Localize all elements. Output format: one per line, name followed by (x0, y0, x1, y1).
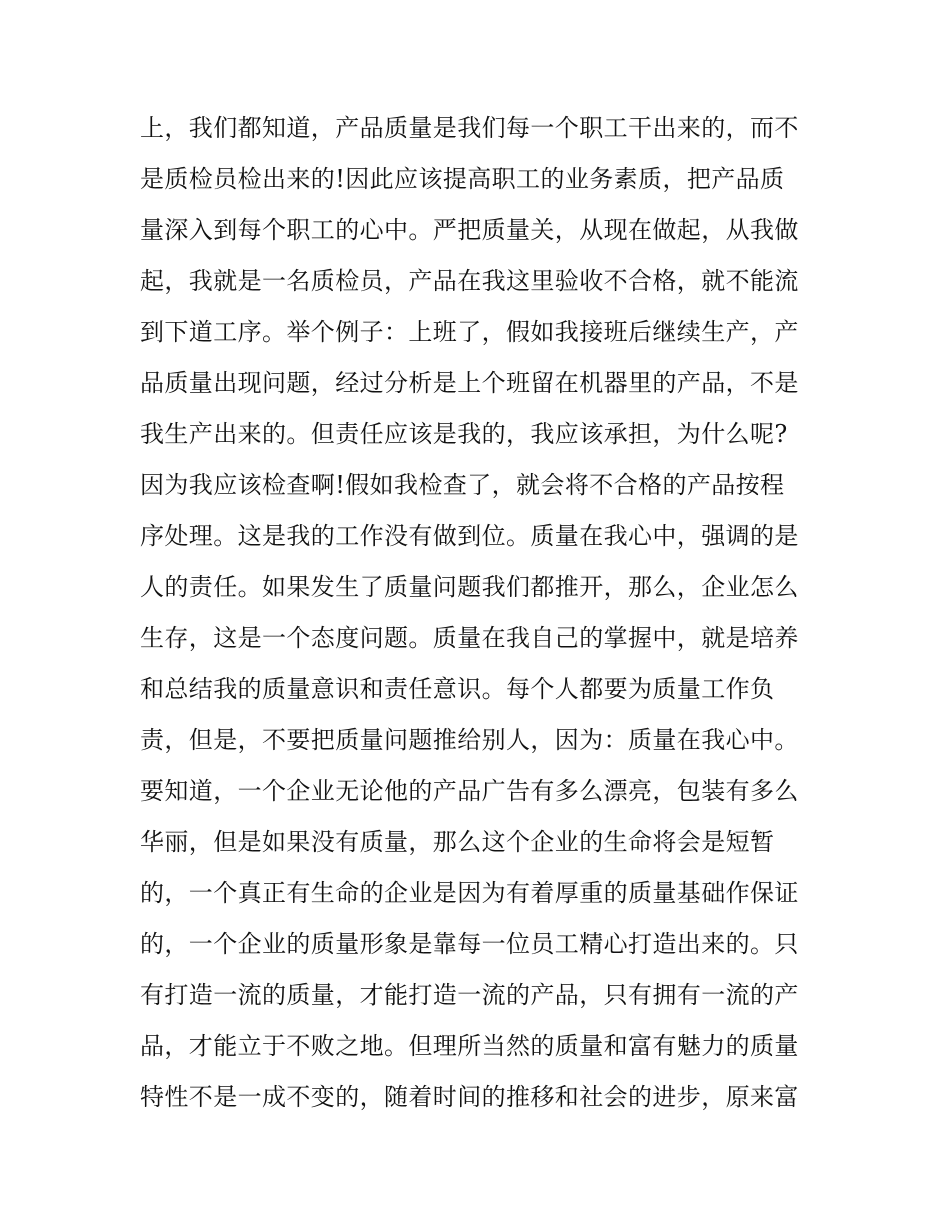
text-line: 华丽，但是如果没有质量，那么这个企业的生命将会是短暂 (140, 828, 775, 856)
text-line: 是质检员检出来的!因此应该提高职工的业务素质，把产品质 (140, 165, 785, 193)
text-line: 有打造一流的质量，才能打造一流的产品，只有拥有一流的产 (140, 981, 799, 1009)
text-line: 序处理。这是我的工作没有做到位。质量在我心中，强调的是 (140, 522, 799, 550)
text-line: 量深入到每个职工的心中。严把质量关，从现在做起，从我做 (140, 216, 799, 244)
text-line: 人的责任。如果发生了质量问题我们都推开，那么，企业怎么 (140, 573, 799, 601)
text-line: 到下道工序。举个例子：上班了，假如我接班后继续生产，产 (140, 318, 799, 346)
text-line: 品，才能立于不败之地。但理所当然的质量和富有魅力的质量 (140, 1032, 799, 1060)
body-text (140, 103, 820, 1123)
text-line: 上，我们都知道，产品质量是我们每一个职工干出来的，而不 (140, 114, 799, 142)
text-line: 特性不是一成不变的，随着时间的推移和社会的进步，原来富 (140, 1083, 799, 1111)
text-line: 和总结我的质量意识和责任意识。每个人都要为质量工作负 (140, 675, 775, 703)
text-line: 因为我应该检查啊!假如我检查了，就会将不合格的产品按程 (140, 471, 785, 499)
text-line: 的，一个真正有生命的企业是因为有着厚重的质量基础作保证 (140, 879, 799, 907)
text-line: 品质量出现问题，经过分析是上个班留在机器里的产品，不是 (140, 369, 799, 397)
text-line: 生存，这是一个态度问题。质量在我自己的掌握中，就是培养 (140, 624, 799, 652)
text-line: 的，一个企业的质量形象是靠每一位员工精心打造出来的。只 (140, 930, 799, 958)
text-line: 要知道，一个企业无论他的产品广告有多么漂亮，包装有多么 (140, 777, 799, 805)
text-line: 责，但是，不要把质量问题推给别人，因为：质量在我心中。 (140, 726, 799, 754)
text-line: 起，我就是一名质检员，产品在我这里验收不合格，就不能流 (140, 267, 799, 295)
text-line: 我生产出来的。但责任应该是我的，我应该承担，为什么呢? (140, 420, 788, 448)
